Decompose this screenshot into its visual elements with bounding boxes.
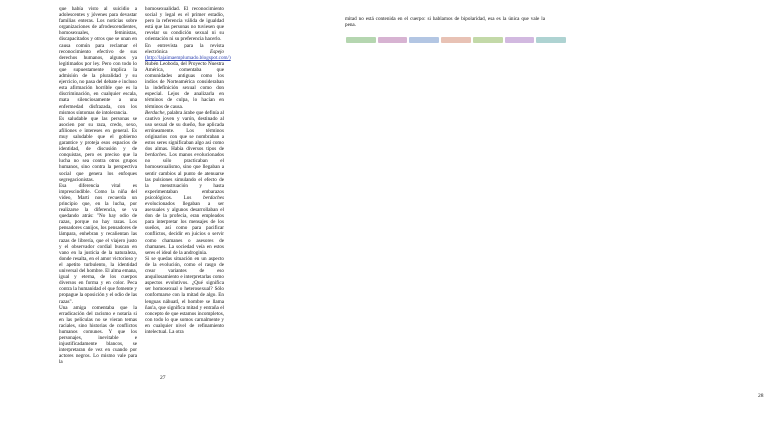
banner-segment [409,37,439,43]
right-page [300,0,764,424]
decorative-banner [346,36,566,44]
page-number: 27 [160,375,166,381]
blog-link[interactable]: (http://lajaimaemplumado.blogspot.com/) [145,54,231,61]
banner-segment [536,37,566,43]
paragraph: homosexualidad. El reconocimiento social y legal es el primer estadío, pero la referencia válida de igualdad está que las personas no tuviesen que revelar su condición sexual ni su orientación ni su preferencia hacerlo. [145,6,224,43]
left-column [59,6,137,366]
paragraph: Berdache, palabra árabe que definía al cautivo joven y varón, destinado al uso sexual de su dueño, fue aplicada erróneamente. Los términos originarios con que se nombraban a estos seres significaban algo así como dos almas. Había diversos tipos de berdaches. Los manos evolucionados no sólo practicaban el homosexualismo, sino que llegaban a sentir cambios al punto de atenuarse las pulsiones simulando el efecto de la menstruación y hasta experimentaban embarazos psicológicos. Los berdaches evolucionados llegaban a ser asexuales y algunos desarrollaban el don de la profecía, eran empleados para interpretar los mensajes de los sueños, así como para pacificar conflictos, decidir en juicios o servir como chamanes o asesores de chamanes. La sociedad veía en estos seres el ideal de la androginia. [145,109,224,256]
paragraph: En entrevista para la revista electrónica Espejo (http://lajaimaemplumado.blogspot.com/) Rubén Leoboda, del Proyecto Nuestra América, comentaba que comunidades antiguas como los indios de Norteamérica consideraban la indefinición sexual como don especial. Lejos de analizarla en términos de culpa, lo hacían en términos de causa. [145,42,231,110]
paragraph: que había visto al suicidio a adolescentes y jóvenes para devastar familias enteras. Los noticias sobre organizaciones de afrodescendientes, homosexuales, feministas, discapacitados y otros que se unan en causa común para reclamar el reconocimiento efectivo de sus derechos humanos, algunos ya legitimados por ley. Pero con todo lo que supuestamente implica la admisión de la pluralidad y su ejercicio, no pasa del debate e incluso esta afirmación horrible que es la discriminación, en cualquier escala, mata silenciosamente a una enfermedad disfrazada, con los mismos síntomas de intolerancia. [59,6,137,116]
paragraph: Esa diferencia vital es imprescindible. Como la niña del video, Martí nos recuerda un principio que, en la lucha, por realizarse la diferencia, se va quedando atrás: "No hay odio de razas, porque no hay razas. Los pensadores canijos, los pensadores de lámpara, enhebran y recalientan las razas de librería, que el viajero justo y el observador cordial buscan en vano en la justicia de la naturaleza, donde resalta, en el amor victorioso y el apetito turbulento, la identidad universal del hombre. El alma emana, igual y eterna, de los cuerpos diversos en forma y en color. Peca contra la humanidad el que fomente y propague la oposición y el odio de las razas". [59,182,137,305]
paragraph: Si se quedas situación en un aspecto de la evolución, como el rasgo de crear variantes de eso anquilosamiento e interpretarlas como aspectos evolutivos. ¿Qué significa ser homosexual o heterosexual? Sólo conformarse con la mitad de algo. En lenguas náhuatl, el hombre se llama ñau'a, que significa mitad y entraña el concepto de que estamos incompletos, con todo lo que somos carnalmente y en cualquier nivel de refinamiento intelectual. La otra [145,255,224,335]
banner-segment [378,37,408,43]
right-column [145,6,231,335]
banner-segment [505,37,535,43]
paragraph: Una amiga comentaba que la erradicación del racismo e notaría si en las películas no se vieran temas raciales, sino historias de conflictos humanos comunes. Y que los personajes, inevitable e injustificadamente blancos, se interpretaran de vez en cuando por actores negros. Lo mismo vale para la [59,304,137,366]
closing-paragraph: mitad no está contenida en el cuerpo: si hablamos de bipolaridad, esa es la única que vale la pena. [345,16,545,29]
banner-segment [441,37,471,43]
banner-segment [473,37,503,43]
page-number: 28 [758,393,764,399]
left-page [0,0,300,424]
paragraph: Es saludable que las personas se asocien por su raza, credo, sexo, afiliones e intereses en general. Es muy saludable que el gobierno garantice y proteja esos espacios de identidad, de discusión y de conquistas, pero es preciso que la lucha no sea contra otros grupos humanos, sino contra la perspectiva social que genera los enfoques segregacionistas. [59,115,137,183]
banner-segment [346,37,376,43]
magazine-name: Espejo [210,48,224,55]
